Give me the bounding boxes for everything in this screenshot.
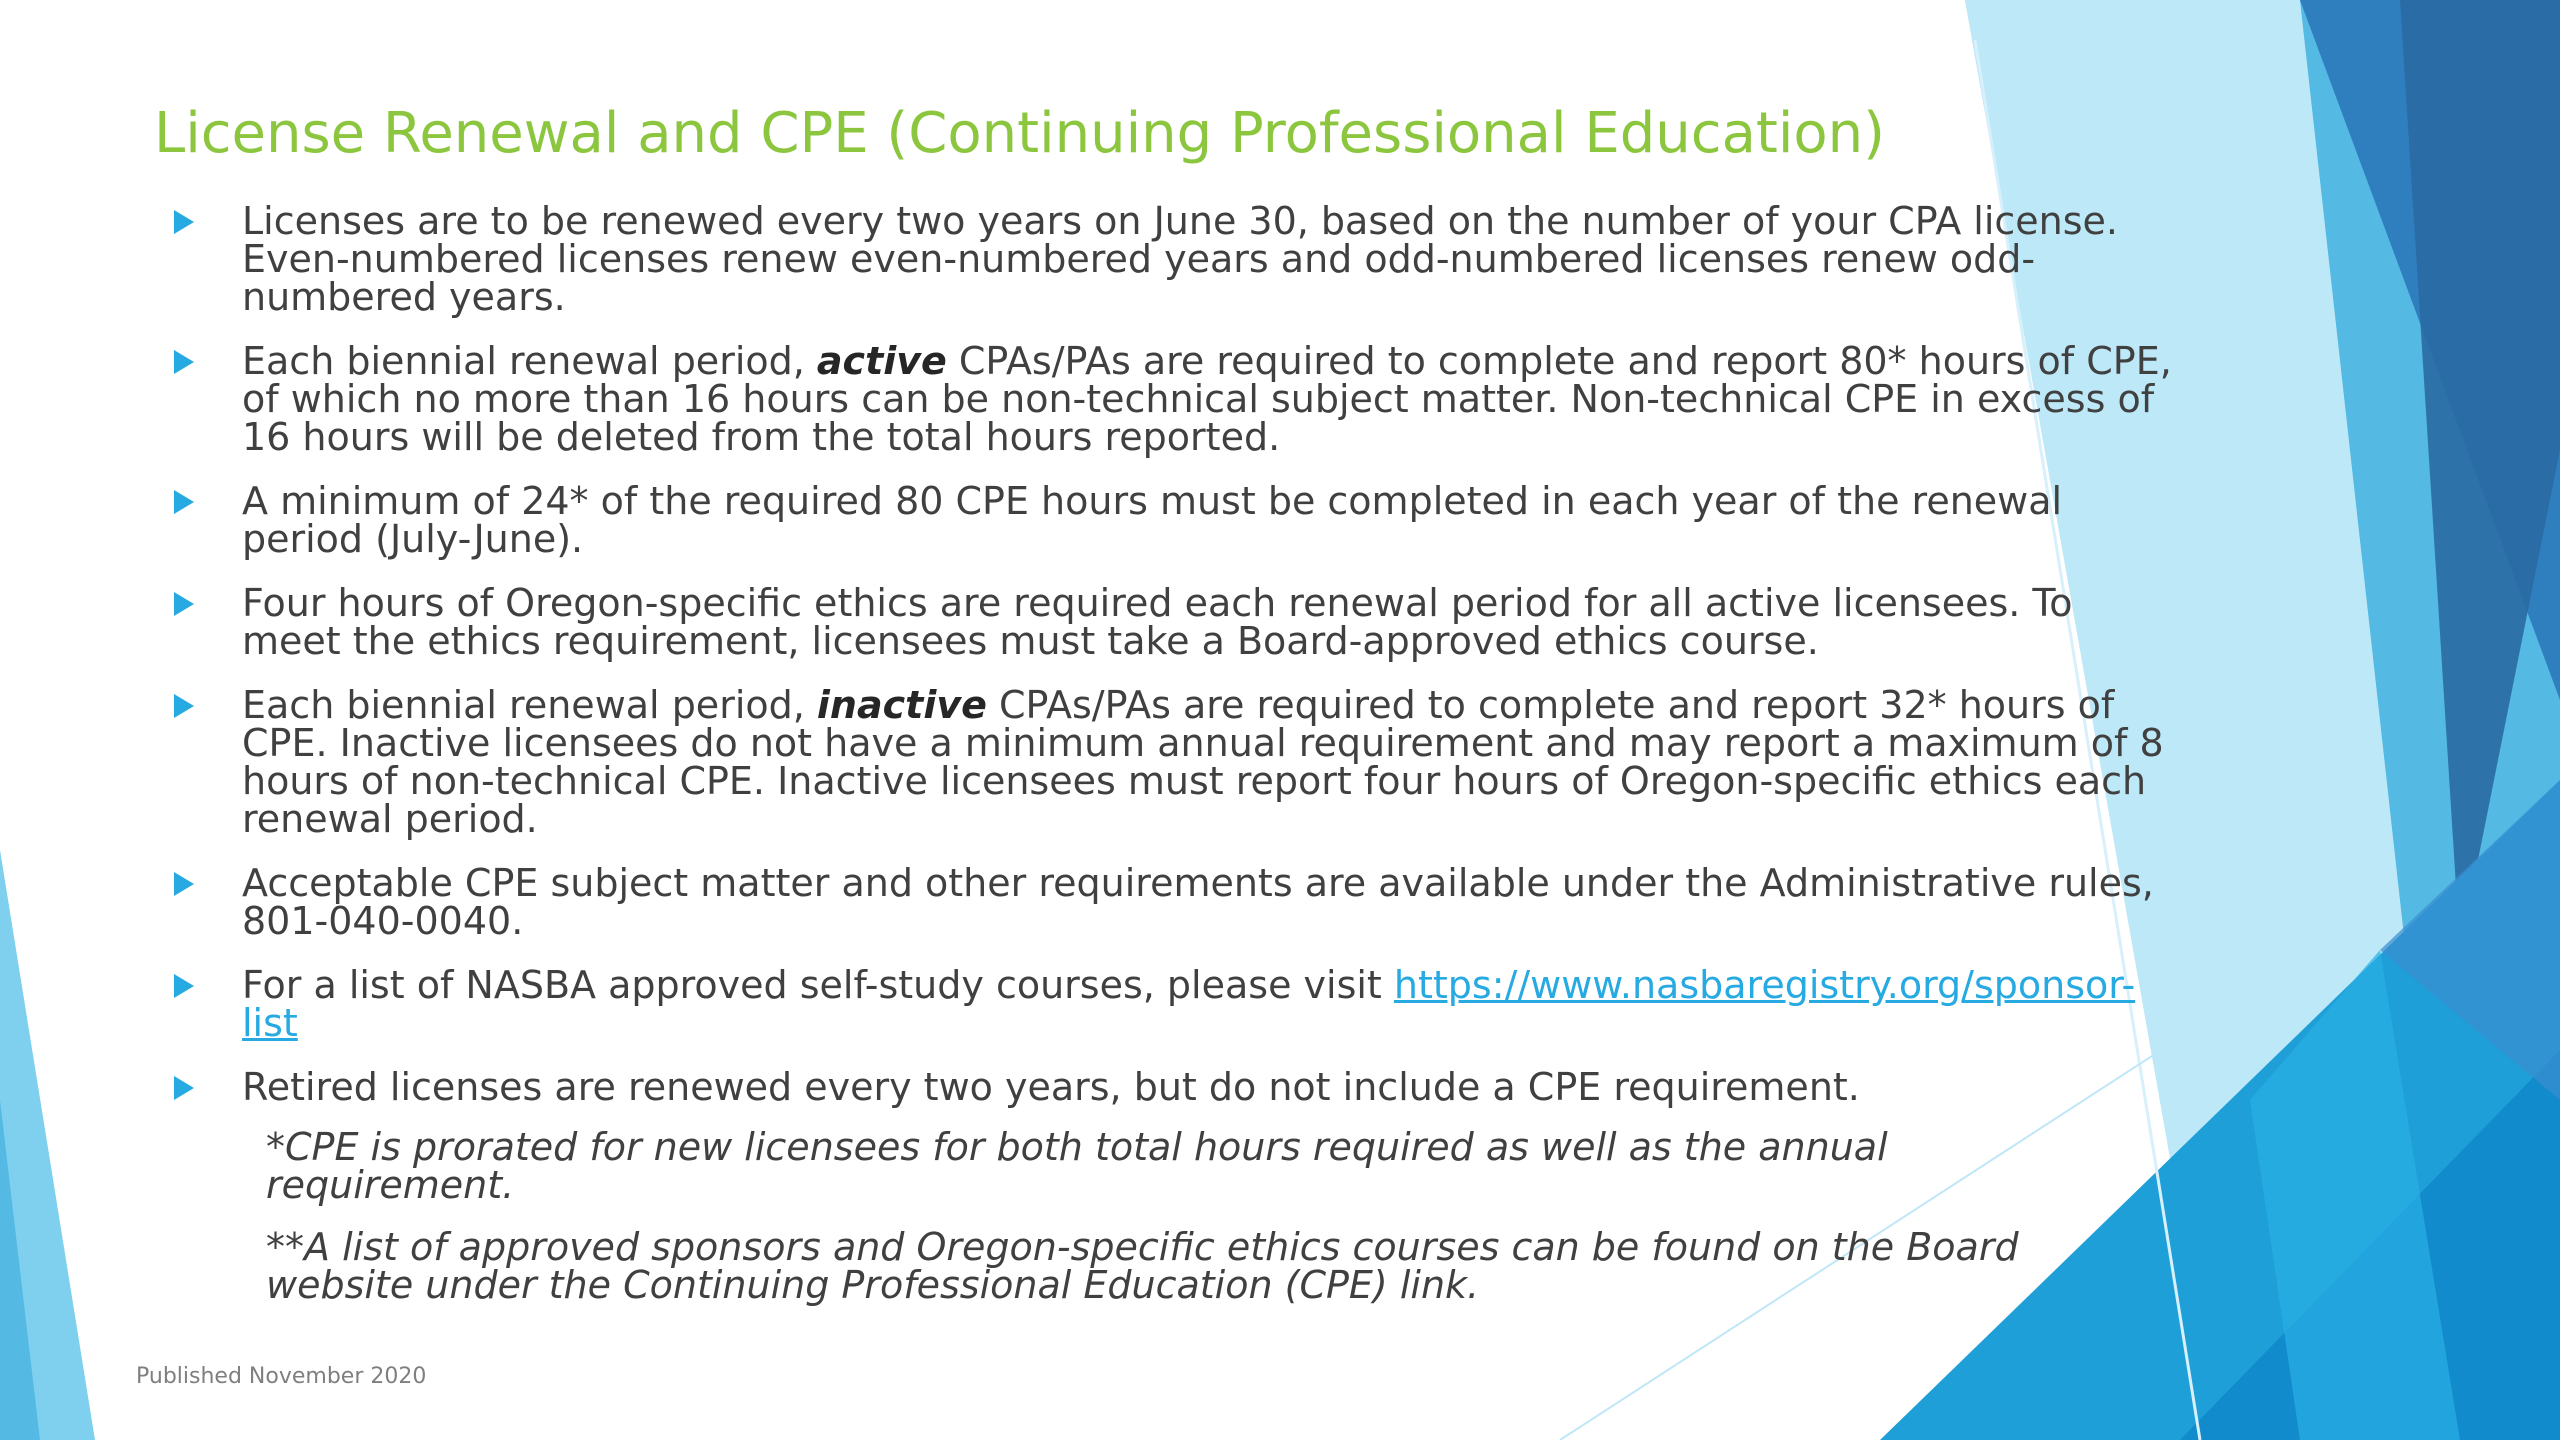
published-date: Published November 2020 <box>136 1364 427 1389</box>
bullet-text: Each biennial renewal period, <box>242 339 817 383</box>
triangle-bullet-icon <box>174 1076 194 1100</box>
triangle-bullet-icon <box>174 974 194 998</box>
triangle-bullet-icon <box>174 350 194 374</box>
bullet-text: Acceptable CPE subject matter and other requirements are available under the Administrative rules, 801-040-0040. <box>242 861 2154 943</box>
bullet-text: For a list of NASBA approved self-study courses, please visit <box>242 963 1394 1007</box>
list-item <box>170 339 2180 459</box>
bullet-text: CPAs/PAs are required to complete and report 80* hours of CPE, of which no more than 16 hours can be non-technical subject matter. Non-technical CPE in excess of 16 hours will be deleted from the total hours reported. <box>242 339 2172 459</box>
bullet-text: Four hours of Oregon-specific ethics are required each renewal period for all active licensees. To meet the ethics requirement, licensees must take a Board-approved ethics course. <box>242 581 2073 663</box>
triangle-bullet-icon <box>174 490 194 514</box>
list-item <box>170 581 2180 663</box>
list-item <box>170 861 2180 943</box>
list-item <box>170 963 2180 1045</box>
triangle-bullet-icon <box>174 592 194 616</box>
list-item <box>170 199 2180 319</box>
footnote-prorated: *CPE is prorated for new licensees for both total hours required as well as the annual requirement. <box>266 1125 1888 1207</box>
bullet-emphasis: active <box>816 339 947 383</box>
triangle-bullet-icon <box>174 210 194 234</box>
footnotes <box>266 1125 2126 1328</box>
list-item <box>170 1065 2180 1109</box>
list-item <box>170 683 2180 841</box>
bullet-list <box>170 199 2180 1132</box>
bullet-text: A minimum of 24* of the required 80 CPE hours must be completed in each year of the renewal period (July-June). <box>242 479 2063 561</box>
bullet-text: Each biennial renewal period, <box>242 683 817 727</box>
slide-title: License Renewal and CPE (Continuing Professional Education) <box>154 101 1885 166</box>
bullet-text: CPAs/PAs are required to complete and report 32* hours of CPE. Inactive licensees do not have a minimum annual requirement and may report a maximum of 8 hours of non-technical CPE. Inactive licensees must report four hours of Oregon-specific ethics each renewal period. <box>242 683 2164 841</box>
bullet-text: Licenses are to be renewed every two years on June 30, based on the number of your CPA license. Even-numbered licenses renew even-numbered years and odd-numbered licenses renew odd-numbered years. <box>242 199 2118 319</box>
list-item <box>170 479 2180 561</box>
bullet-text: Retired licenses are renewed every two years, but do not include a CPE requirement. <box>242 1065 1860 1109</box>
footnote-sponsors: **A list of approved sponsors and Oregon-specific ethics courses can be found on the Board website under the Continuing Professional Education (CPE) link. <box>266 1225 2019 1307</box>
triangle-bullet-icon <box>174 872 194 896</box>
nasba-sponsor-list-link[interactable]: https://www.nasbaregistry.org/sponsor-list <box>242 963 2136 1045</box>
triangle-bullet-icon <box>174 694 194 718</box>
bullet-emphasis: inactive <box>816 683 987 727</box>
